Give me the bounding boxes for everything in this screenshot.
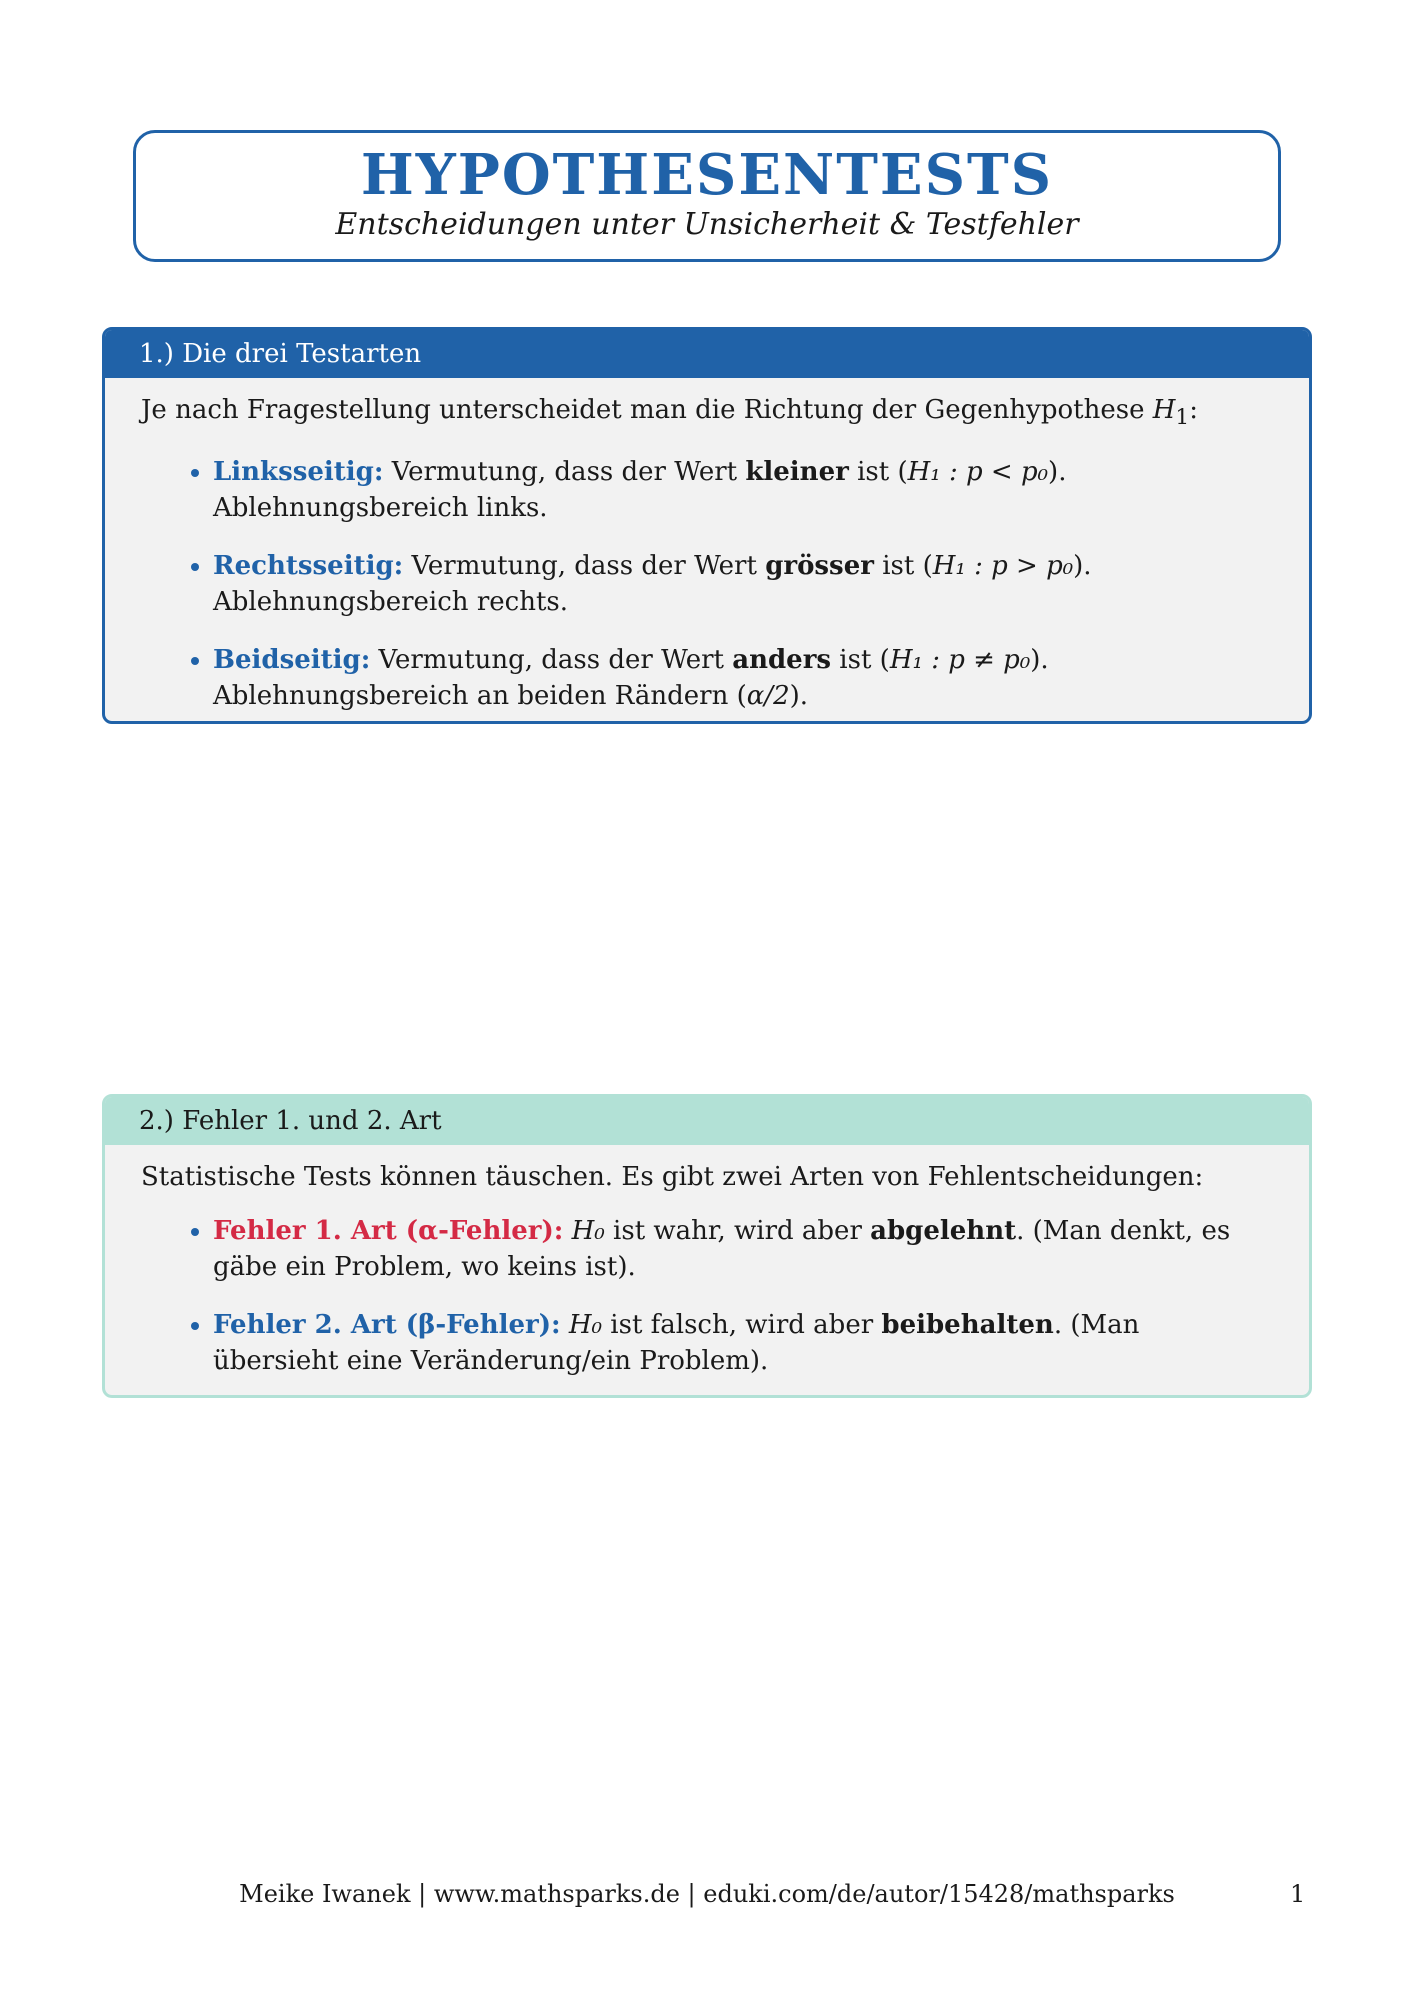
section-heading: 1.) Die drei Testarten: [105, 330, 1309, 378]
item-text: ).: [789, 681, 809, 712]
page-number: 1: [1290, 1880, 1306, 1908]
fehler-list: [141, 1213, 1273, 1379]
section-intro: Statistische Tests können täuschen. Es gibt zwei Arten von Fehlentscheidungen:: [141, 1162, 1204, 1192]
footer-text: Meike Iwanek | www.mathsparks.de | eduki.com/de/autor/15428/mathsparks: [239, 1880, 1175, 1908]
item-text: ist (: [848, 457, 908, 488]
item-formula: H₁ : p > p₀: [932, 551, 1074, 582]
intro-text: Je nach Fragestellung unterscheidet man die Richtung der Gegenhypothese: [141, 395, 1145, 425]
item-bold: grösser: [765, 551, 874, 582]
item-text: ). Ablehnungsbereich rechts.: [213, 551, 1092, 618]
item-text: . (Man denkt, es gäbe ein Problem, wo keins ist).: [213, 1216, 1231, 1282]
page-title: HYPOTHESENTESTS: [360, 142, 1054, 208]
intro-symbol: H: [1152, 395, 1176, 425]
item-text: ist wahr, wird aber: [604, 1216, 871, 1246]
item-bold: kleiner: [745, 457, 849, 488]
item-bold: anders: [732, 645, 832, 676]
item-text: ). Ablehnungsbereich links.: [213, 457, 1067, 524]
intro-end: :: [1189, 395, 1198, 425]
item-text: ist (: [873, 551, 933, 582]
list-item: [213, 642, 1273, 714]
item-formula: H₁ : p < p₀: [907, 457, 1049, 488]
item-text: Vermutung, dass der Wert: [403, 551, 766, 582]
item-symbol: H₀: [571, 1216, 605, 1246]
section-testarten: [102, 327, 1312, 724]
list-item: [213, 1307, 1273, 1379]
item-label: Rechtsseitig:: [213, 551, 404, 582]
item-label: Fehler 2. Art (β-Fehler):: [213, 1310, 561, 1340]
item-bold: beibehalten: [881, 1310, 1054, 1340]
page-subtitle: Entscheidungen unter Unsicherheit & Testfehler: [335, 207, 1079, 242]
intro-sub: 1: [1175, 405, 1190, 431]
section-body: [105, 1145, 1309, 1379]
section-fehler: [102, 1094, 1312, 1398]
item-label: Fehler 1. Art (α-Fehler):: [213, 1216, 564, 1246]
item-symbol: H₀: [568, 1310, 603, 1340]
list-item: [213, 454, 1273, 526]
item-bold: abgelehnt: [870, 1216, 1017, 1246]
testarten-list: [141, 454, 1273, 714]
item-formula: α/2: [746, 681, 790, 712]
item-text: ). Ablehnungsbereich an beiden Rändern (: [213, 645, 1049, 712]
item-text: ist falsch, wird aber: [602, 1310, 882, 1340]
list-item: [213, 1213, 1273, 1285]
item-text: . (Man übersieht eine Veränderung/ein Problem).: [213, 1310, 1140, 1376]
title-box: [133, 130, 1281, 262]
section-intro: [141, 392, 1273, 436]
item-label: Linksseitig:: [213, 457, 384, 488]
section-body: [105, 378, 1309, 714]
list-item: [213, 548, 1273, 620]
item-text: ist (: [831, 645, 890, 676]
item-formula: H₁ : p ≠ p₀: [889, 645, 1031, 676]
item-text: Vermutung, dass der Wert: [383, 457, 746, 488]
item-text: Vermutung, dass der Wert: [370, 645, 733, 676]
item-label: Beidseitig:: [213, 645, 371, 676]
section-heading: 2.) Fehler 1. und 2. Art: [105, 1097, 1309, 1145]
